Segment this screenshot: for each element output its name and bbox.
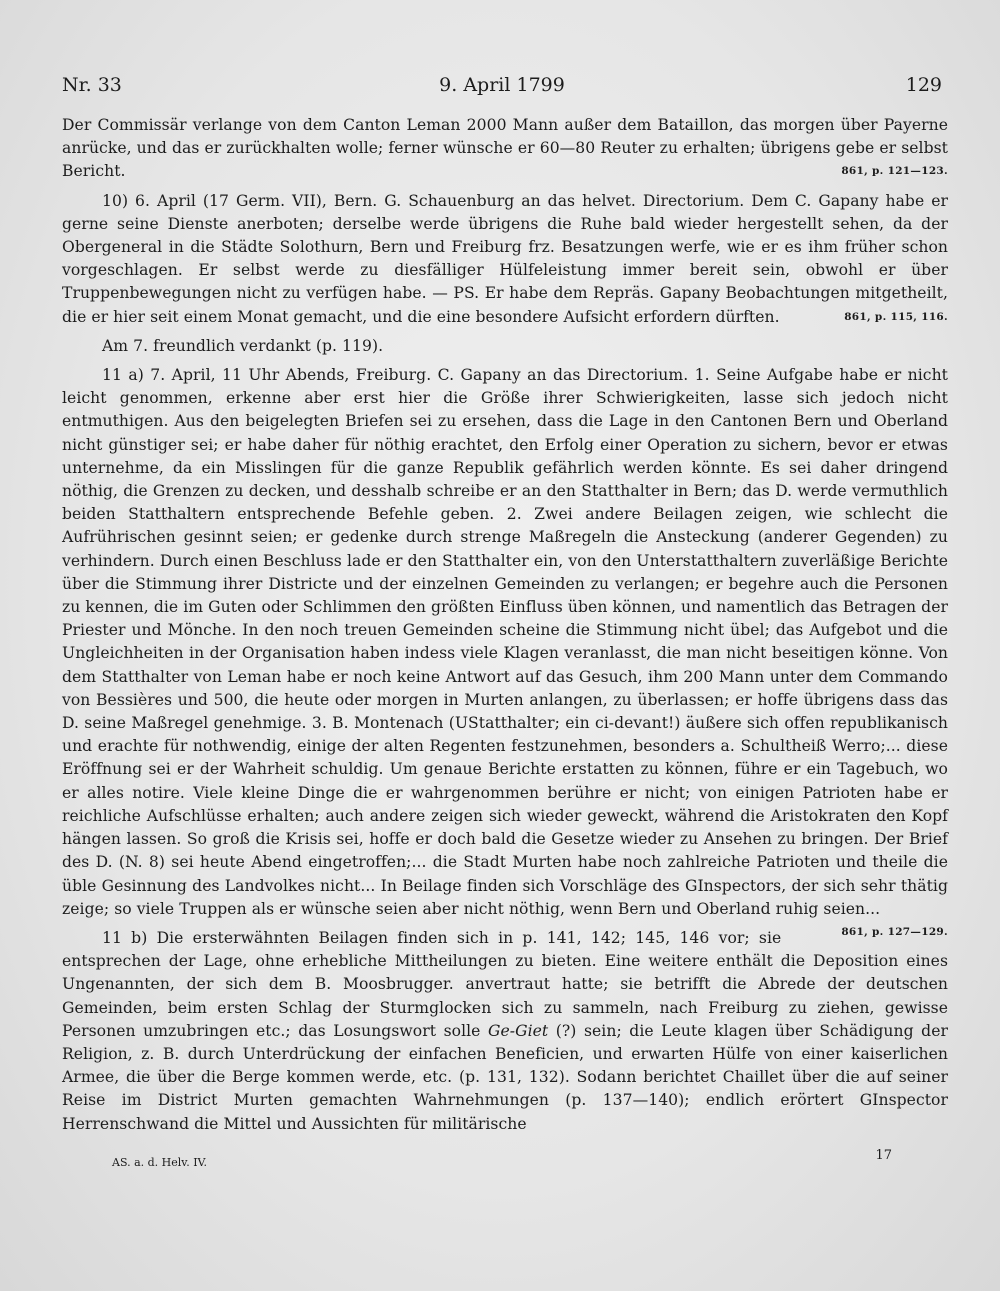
paragraph-text: 10) 6. April (17 Germ. VII), Bern. G. Schauenburg an das helvet. Directorium. Dem C. Gapany habe er gerne seine Dienste anerboten; derselbe werde übrigens die Ruhe bald wieder hergestellt sehen, da der Obergeneral in die Städte Solothurn, Bern und Freiburg frz. Besatzungen werfe, wie er es ihm früher schon vorgeschlagen. Er selbst werde zu diesfälliger Hülfeleistung immer bereit sein, obwohl er über Truppenbewegungen nicht zu verfügen habe. — PS. Er habe dem Repräs. Gapany Beobachtungen mitgetheilt, die er hier seit einem Monat gemacht, und die eine besondere Aufsicht erfordern dürften.	[62, 191, 948, 326]
paragraph-11a	[62, 364, 948, 938]
page-body	[62, 114, 948, 1142]
paragraph-text: 11 b) Die ersterwähnten Beilagen finden sich in p. 141, 142; 145, 146 vor; sie entsprechen der Lage, ohne erhebliche Mittheilungen zu bieten. Eine weitere enthält die Deposition eines Ungenannten, der sich dem B. Moosbrugger. anvertraut hatte; sie betrifft die Abrede der deutschen Gemeinden, beim ersten Schlag der Sturmglocken sich zu sammeln, nach Freiburg zu ziehen, gewisse Personen umzubringen etc.; das Losungswort solle	[62, 928, 948, 1040]
paragraph-text: 11 a) 7. April, 11 Uhr Abends, Freiburg. C. Gapany an das Directorium. 1. Seine Aufgabe habe er nicht leicht genommen, erkenne aber erst hier die Größe ihrer Schwierigkeiten, lasse sich jedoch nicht entmuthigen. Aus den beigelegten Briefen sei zu ersehen, dass die Lage in den Cantonen Bern und Oberland nicht günstiger sei; er habe daher für nöthig erachtet, den Erfolg einer Operation zu sichern, bevor er etwas unternehme, da ein Misslingen für die ganze Republik gefährlich werden könnte. Es sei daher dringend nöthig, die Grenzen zu decken, und desshalb schreibe er an den Statthalter in Bern; das D. werde vermuthlich beiden Statthaltern entsprechende Befehle geben. 2. Zwei andere Beilagen zeigen, wie schlecht die Aufrührischen gesinnt seien; er gedenke durch strenge Maßregeln die Ansteckung (anderer Gegenden) zu verhindern. Durch einen Beschluss lade er den Statthalter ein, von den Unterstatthaltern zuverläßige Berichte über die Stimmung ihrer Districte und der einzelnen Gemeinden zu verlangen; er begehre auch die Personen zu kennen, die im Guten oder Schlimmen den größten Einfluss üben können, und namentlich das Betragen der Priester und Mönche. In den noch treuen Gemeinden scheine die Stimmung nicht übel; das Aufgebot und die Ungleichheiten in der Organisation haben indess viele Klagen veranlasst, die man nicht beseitigen könne. Von dem Statthalter von Leman habe er noch keine Antwort auf das Gesuch, ihm 200 Mann unter dem Commando von Bessières und 500, die heute oder morgen in Murten anlangen, zu überlassen; er hoffe übrigens dass das D. seine Maßregel genehmige. 3. B. Montenach (UStatthalter; ein ci-devant!) äußere sich offen republikanisch und erachte für nothwendig, einige der alten Regenten festzunehmen, besonders a. Schultheiß Werro;... diese Eröffnung sei er der Wahrheit schuldig. Um genaue Berichte erstatten zu können, führe er ein Tagebuch, wo er alles notire. Viele kleine Dinge die er wahrgenommen berühre er nicht; von einigen Patrioten habe er reichliche Aufschlüsse erhalten; auch andere zeigen sich wieder geweckt, während die Aristokraten den Kopf hängen lassen. So groß die Krisis sei, hoffe er doch bald die Gesetze wieder zu Ansehen zu bringen. Der Brief des D. (N. 8) sei heute Abend eingetroffen;... die Stadt Murten habe noch zahlreiche Patrioten und theile die üble Gesinnung des Landvolkes nicht... In Beilage finden sich Vorschläge des GInspectors, der sich sehr thätig zeige; so viele Truppen als er wünsche seien aber nicht nöthig, wenn Bern und Oberland ruhig seien...	[62, 366, 948, 918]
source-reference: 861, p. 115, 116.	[844, 310, 948, 323]
paragraph-10	[62, 190, 948, 329]
paragraph-text: Am 7. freundlich verdankt (p. 119).	[102, 336, 384, 355]
page-number: 129	[905, 74, 942, 96]
paragraph-note	[62, 335, 948, 358]
source-reference: 861, p. 127—129.	[841, 925, 948, 938]
document-number: Nr. 33	[62, 74, 122, 96]
source-reference: 861, p. 121—123.	[841, 165, 948, 178]
paragraph-commissar	[62, 114, 948, 184]
volume-signature: AS. a. d. Helv. IV.	[112, 1156, 208, 1169]
paragraph-11b	[62, 927, 948, 1136]
page-date: 9. April 1799	[439, 74, 565, 96]
page-header	[62, 74, 942, 104]
password-word: Ge-Giet	[487, 1021, 549, 1040]
paragraph-text: (?) sein; die Leute klagen über Schädigung der Religion, z. B. durch Unterdrückung der einfachen Beneficien, und erwarten Hülfe von einer kaiserlichen Armee, die über die Berge kommen werde, etc. (p. 131, 132). Sodann berichtet Chaillet über die auf seiner Reise im District Murten gemachten Wahrnehmungen (p. 137—140); endlich erörtert GInspector Herrenschwand die Mittel und Aussichten für militärische	[62, 1021, 948, 1133]
paragraph-text: Der Commissär verlange von dem Canton Leman 2000 Mann außer dem Bataillon, das morgen über Payerne anrücke, und das er zurückhalten wolle; ferner wünsche er 60—80 Reuter zu erhalten; übrigens gebe er selbst Bericht.	[62, 116, 948, 181]
sheet-number: 17	[875, 1148, 892, 1163]
